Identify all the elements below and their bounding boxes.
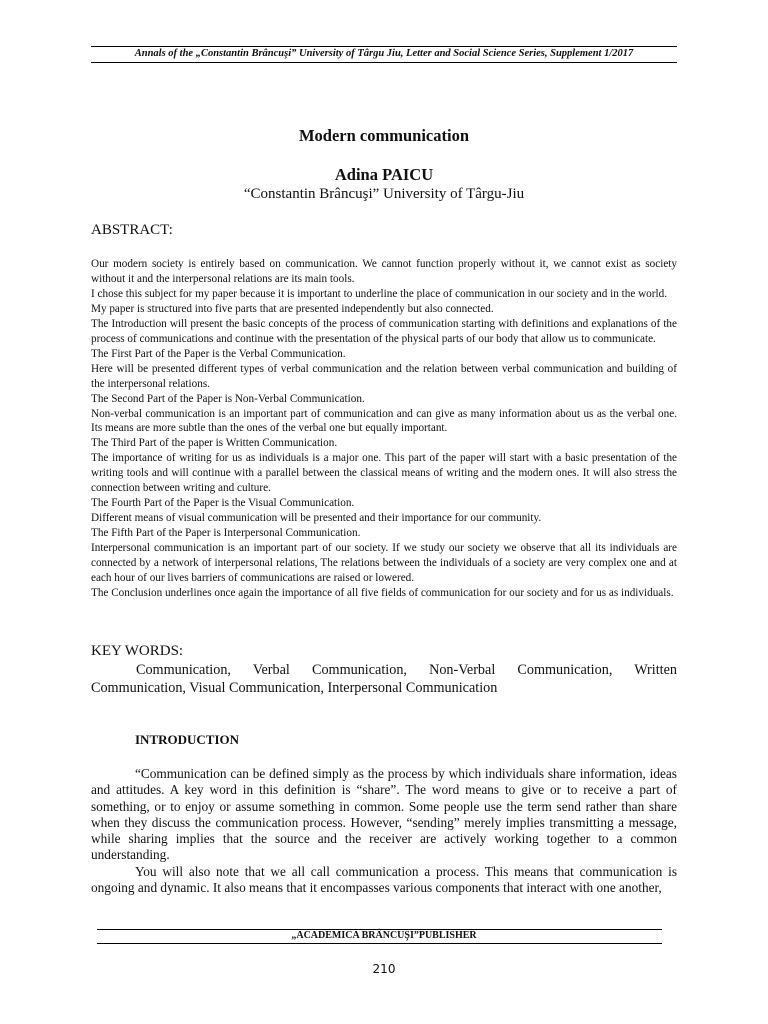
footer-divider	[97, 943, 662, 944]
abstract-body	[91, 257, 677, 601]
abstract-paragraph: Interpersonal communication is an important part of our society. If we study our society we observe that all its individuals are connected by a network of interpersonal relations, The relations between the individuals of a society are very complex one and at each hour of our lives barriers of communications are raised or lowered.	[91, 542, 677, 585]
abstract-paragraph: Non-verbal communication is an important part of communication and can give as many information about us as the verbal one. Its means are more subtle than the ones of the verbal one but equally important.	[91, 407, 677, 435]
abstract-paragraph: I chose this subject for my paper because it is important to underline the place of communication in our society and in the world.	[91, 287, 667, 300]
keywords-heading: KEY WORDS:	[91, 643, 184, 659]
running-header: Annals of the „Constantin Brâncuşi” University of Târgu Jiu, Letter and Social Science Series, Supplement 1/2017	[91, 46, 677, 63]
introduction-heading: INTRODUCTION	[135, 732, 240, 747]
abstract-paragraph: My paper is structured into five parts that are presented independently but also connected.	[91, 302, 494, 315]
abstract-paragraph: The First Part of the Paper is the Verbal Communication.	[91, 347, 346, 360]
abstract-paragraph: Different means of visual communication will be presented and their importance for our community.	[91, 512, 542, 525]
article-author: Adina PAICU	[334, 165, 434, 184]
author-affiliation: “Constantin Brâncuşi” University of Târgu-Jiu	[243, 186, 525, 202]
abstract-paragraph: The importance of writing for us as individuals is a major one. This part of the paper will start with a basic presentation of the writing tools and will continue with a parallel between the classical means of writing and the modern ones. It will also stress the connection between writing and culture.	[91, 452, 677, 495]
page-number: 210	[372, 962, 396, 976]
abstract-paragraph: The Fourth Part of the Paper is the Visual Communication.	[91, 497, 355, 510]
abstract-paragraph: The Third Part of the paper is Written Communication.	[91, 437, 338, 450]
introduction-body	[91, 766, 677, 896]
abstract-paragraph: The Conclusion underlines once again the importance of all five fields of communication for our society and for us as individuals.	[91, 586, 674, 599]
abstract-paragraph: The Second Part of the Paper is Non-Verbal Communication.	[91, 392, 365, 405]
article-title: Modern communication	[298, 126, 470, 145]
keywords-list: Communication, Verbal Communication, Non-Verbal Communication, Written Communication, Visual Communication, Interpersonal Communication	[91, 662, 677, 696]
publisher-footer: „ACADEMICA BRÂNCUŞI”PUBLISHER	[291, 930, 477, 941]
body-paragraph: “Communication can be defined simply as the process by which individuals share information, ideas and attitudes. A key word in this definition is “share”. The word means to give or to receive a part of something, or to enjoy or assume something in common. Some people use the term send rather than share when they discuss the communication process. However, “sending” merely implies transmitting a message, while sharing implies that the source and the receiver are actively working together to a common understanding.	[91, 766, 677, 863]
abstract-heading: ABSTRACT:	[91, 222, 173, 238]
abstract-paragraph: Our modern society is entirely based on communication. We cannot function properly without it, we cannot exist as society without it and the interpersonal relations are its main tools.	[91, 258, 677, 285]
abstract-paragraph: The Fifth Part of the Paper is Interpersonal Communication.	[91, 527, 361, 540]
abstract-paragraph: Here will be presented different types of verbal communication and the relation between verbal communication and building of the interpersonal relations.	[91, 362, 677, 390]
body-paragraph: You will also note that we all call communication a process. This means that communication is ongoing and dynamic. It also means that it encompasses various components that interact with one another,	[91, 863, 677, 896]
abstract-paragraph: The Introduction will present the basic concepts of the process of communication starting with definitions and explanations of the process of communications and continue with the presentation of the physical parts of our body that allow us to communicate.	[91, 317, 677, 345]
